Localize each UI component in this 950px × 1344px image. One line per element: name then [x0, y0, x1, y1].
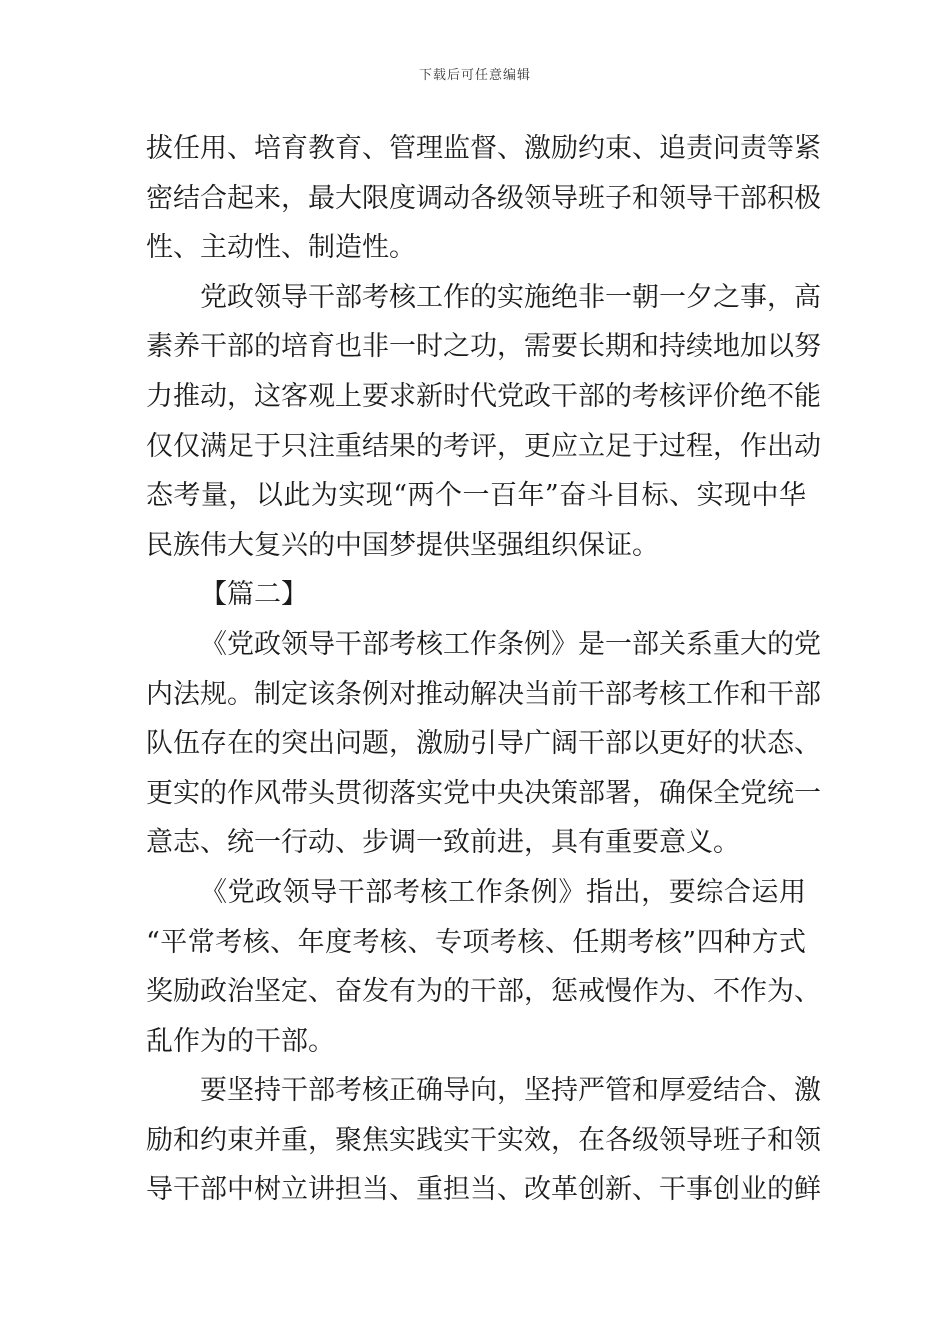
text-line: 励和约束并重，聚焦实践实干实效，在各级领导班子和领: [146, 1124, 821, 1156]
section-heading: 【篇二】: [200, 579, 308, 611]
document-body: [146, 124, 821, 1215]
text-line: 乱作为的干部。: [146, 1025, 335, 1057]
text-line: 更实的作风带头贯彻落实党中央决策部署，确保全党统一: [146, 777, 821, 809]
text-line: 态考量，以此为实现“两个一百年”奋斗目标、实现中华: [146, 480, 806, 512]
text-line: 要坚持干部考核正确导向，坚持严管和厚爱结合、激: [200, 1075, 821, 1107]
page-header-note: 下载后可任意编辑: [418, 68, 531, 83]
text-line: 力推动，这客观上要求新时代党政干部的考核评价绝不能: [146, 380, 821, 412]
text-line: “平常考核、年度考核、专项考核、任期考核”四种方式: [146, 926, 806, 958]
text-line: 内法规。制定该条例对推动解决当前干部考核工作和干部: [146, 678, 821, 710]
text-line: 仅仅满足于只注重结果的考评，更应立足于过程，作出动: [146, 430, 821, 462]
text-line: 《党政领导干部考核工作条例》是一部关系重大的党: [200, 628, 821, 660]
text-line: 《党政领导干部考核工作条例》指出，要综合运用: [200, 876, 806, 908]
text-line: 导干部中树立讲担当、重担当、改革创新、干事创业的鲜: [146, 1174, 821, 1206]
text-line: 素养干部的培育也非一时之功，需要长期和持续地加以努: [146, 331, 821, 363]
text-line: 奖励政治坚定、奋发有为的干部，惩戒慢作为、不作为、: [146, 976, 821, 1008]
text-line: 党政领导干部考核工作的实施绝非一朝一夕之事，高: [200, 281, 821, 313]
text-line: 意志、统一行动、步调一致前进，具有重要意义。: [146, 827, 740, 859]
text-line: 性、主动性、制造性。: [146, 232, 416, 264]
text-line: 民族伟大复兴的中国梦提供坚强组织保证。: [146, 529, 659, 561]
text-line: 密结合起来，最大限度调动各级领导班子和领导干部积极: [146, 182, 821, 214]
text-line: 队伍存在的突出问题，激励引导广阔干部以更好的状态、: [146, 728, 821, 760]
text-line: 拔任用、培育教育、管理监督、激励约束、追责问责等紧: [146, 133, 821, 164]
